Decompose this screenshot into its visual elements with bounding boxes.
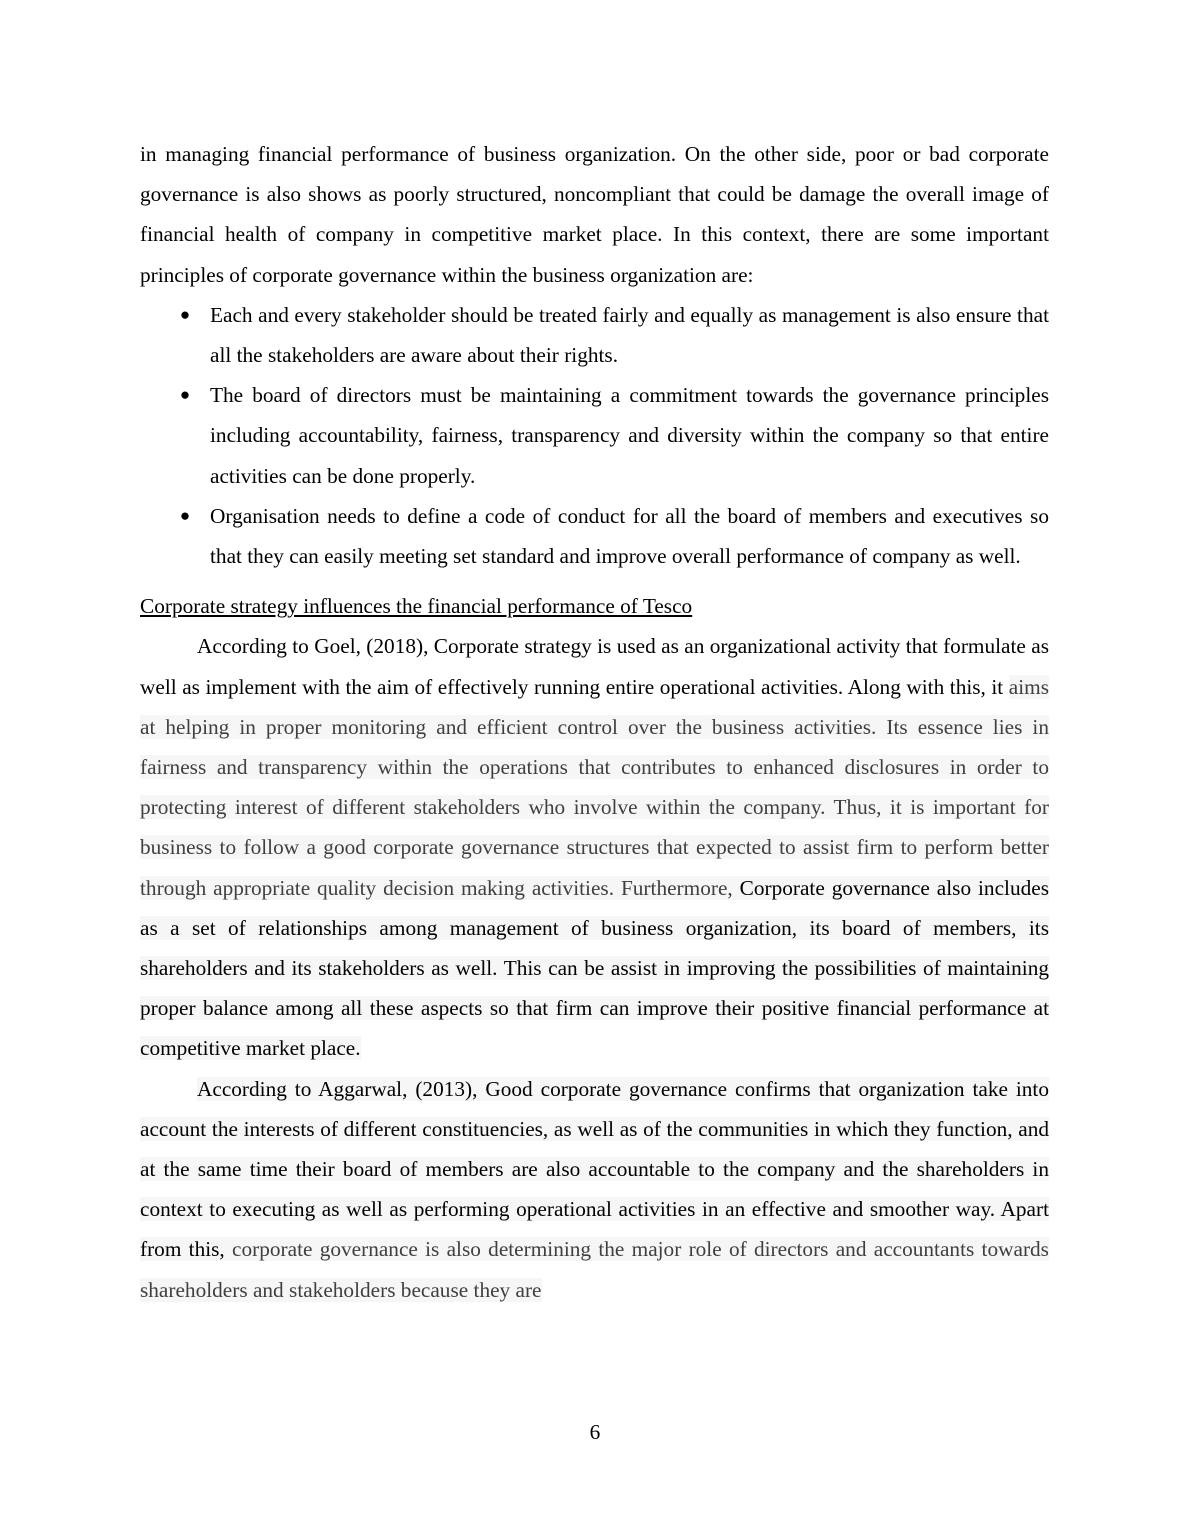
list-item	[140, 496, 1049, 576]
page-content	[140, 134, 1049, 1310]
page-number: 6	[589, 1420, 601, 1444]
list-item-text: Each and every stakeholder should be treated fairly and equally as management is also ensure that all the stakeholders are aware about their rights.	[210, 302, 1049, 368]
body-paragraph-goel	[140, 626, 1049, 1068]
paragraph-text: According to Goel, (2018), Corporate strategy is used as an organizational activity that formulate as well as implement with the aim of effectively running entire operational activities. Along with this, it	[140, 634, 1049, 699]
bullet-icon: ●	[179, 304, 191, 324]
bullet-icon: ●	[179, 385, 191, 405]
highlighted-text: corporate governance is also determining the major role of directors and accountants towards shareholders and stakeholders because they are	[140, 1237, 1049, 1302]
highlighted-text: aims at helping in proper monitoring and efficient control over the business activities. Its essence lies in fairness and transparency within the operations that contributes to enhanced disclosures in order to protecting interest of different stakeholders who involve within the company. Thus, it is important for business to follow a good corporate governance structures that expected to assist firm to perform better through appropriate quality decision making activities. Furthermore,	[140, 674, 1049, 900]
principles-list	[140, 295, 1049, 576]
paragraph-text: According to Aggarwal, (2013), Good corporate governance confirms that organization take into account the interests of different constituencies, as well as of the communities in which they function, and at the same time their board of members are also accountable to the company and the shareholders in context to executing as well as performing operational activities in an effective and smoother way. Apart from this,	[140, 1076, 1049, 1262]
list-item-text: The board of directors must be maintaining a commitment towards the governance principles including accountability, fairness, transparency and diversity within the company so that entire activities can be done properly.	[210, 383, 1049, 488]
bullet-icon: ●	[179, 505, 191, 525]
list-item-text: Organisation needs to define a code of conduct for all the board of members and executives so that they can easily meeting set standard and improve overall performance of company as well.	[210, 503, 1049, 569]
intro-paragraph: in managing financial performance of business organization. On the other side, poor or bad corporate governance is also shows as poorly structured, noncompliant that could be damage the overall image of financial health of company in competitive market place. In this context, there are some important principles of corporate governance within the business organization are:	[140, 142, 1049, 287]
section-heading: Corporate strategy influences the financial performance of Tesco	[140, 594, 693, 619]
list-item	[140, 375, 1049, 496]
body-paragraph-aggarwal	[140, 1069, 1049, 1310]
list-item	[140, 295, 1049, 375]
paragraph-text: Corporate governance also includes as a set of relationships among management of business organization, its board of members, its shareholders and its stakeholders as well. This can be assist in improving the possibilities of maintaining proper balance among all these aspects so that firm can improve their positive financial performance at competitive market place.	[140, 875, 1049, 1061]
